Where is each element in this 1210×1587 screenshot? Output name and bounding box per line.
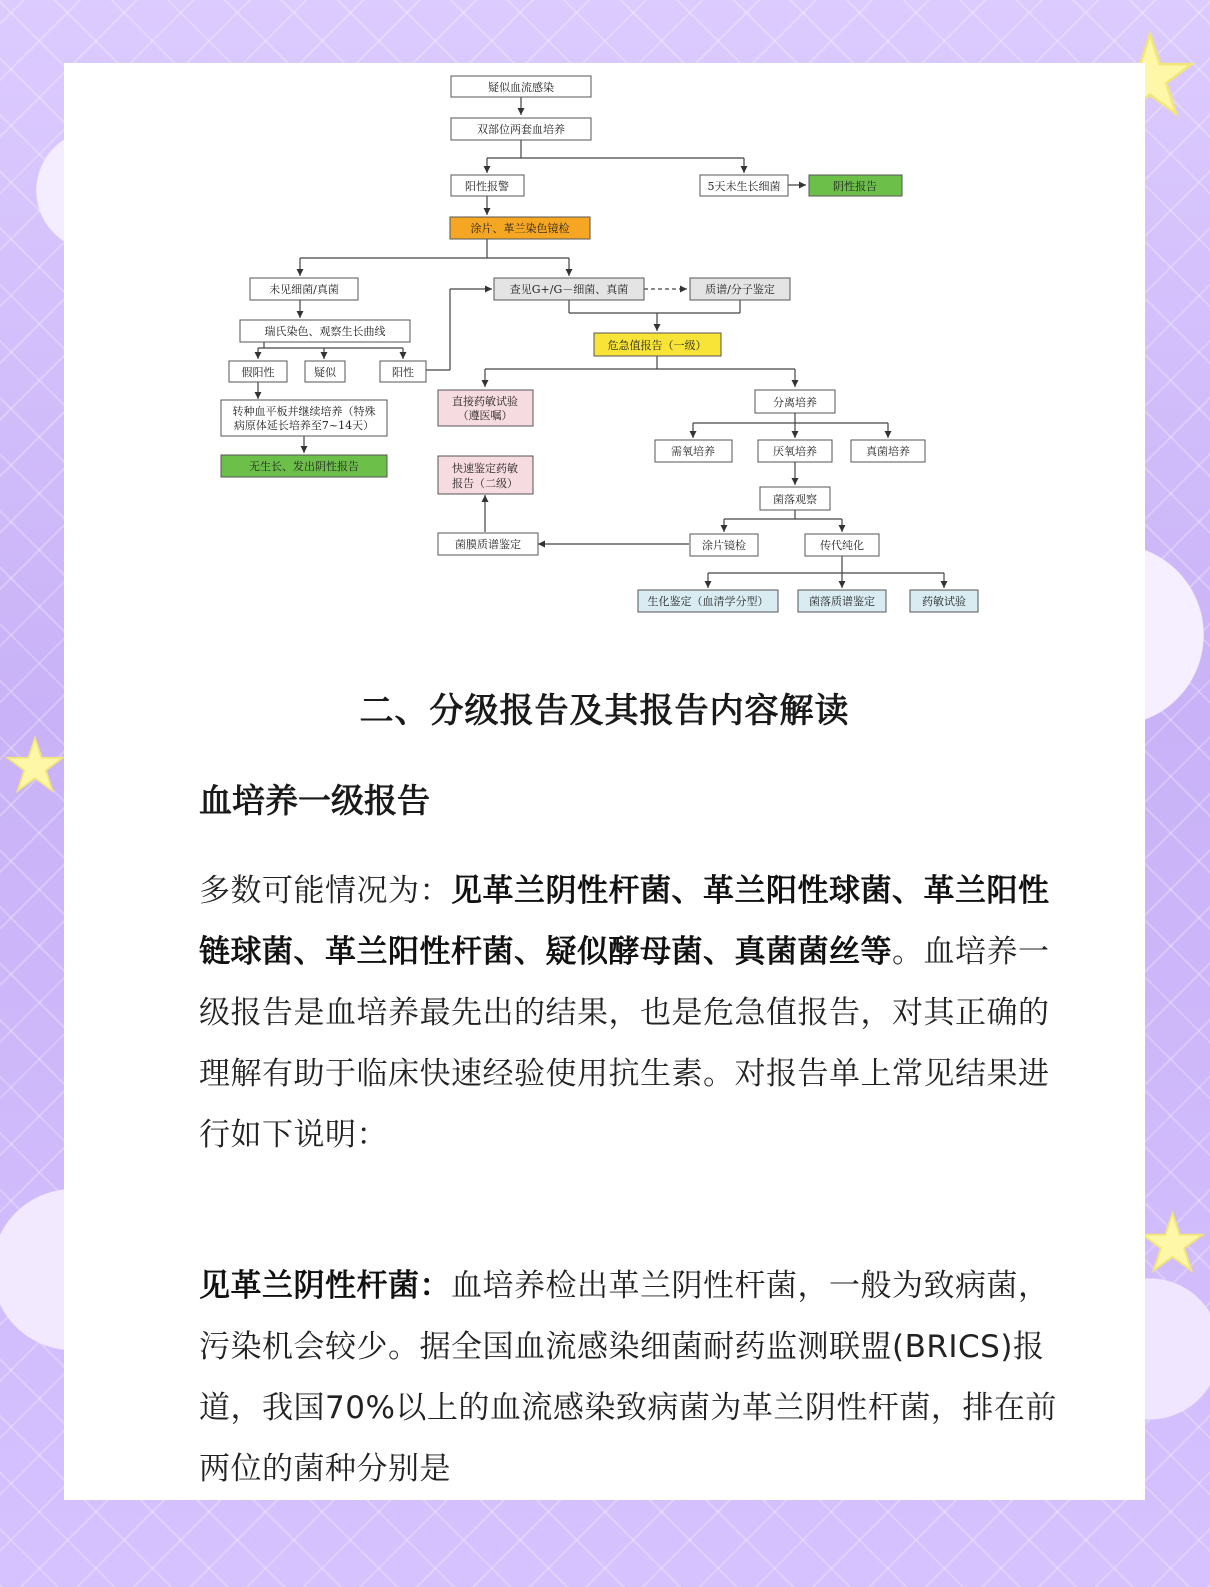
para1-bold: 见革兰阴性杆菌、革兰阳性球菌、革兰阳性链球菌、革兰阳性杆菌、疑似酵母菌、真菌菌丝等 <box>199 873 1050 970</box>
flow-node-24 <box>438 533 538 555</box>
svg-text:（遵医嘱）: （遵医嘱） <box>457 409 513 422</box>
svg-text:病原体延长培养至7~14天）: 病原体延长培养至7~14天） <box>233 419 375 432</box>
svg-text:真菌培养: 真菌培养 <box>866 445 910 458</box>
flow-node-23 <box>760 487 830 510</box>
flow-node-10 <box>240 320 410 342</box>
blood-culture-flowchart <box>64 63 1145 643</box>
flow-node-2 <box>451 118 591 140</box>
para1-lead: 多数可能情况为： <box>199 873 451 909</box>
svg-text:药敏试验: 药敏试验 <box>922 595 966 608</box>
svg-text:假阳性: 假阳性 <box>241 366 275 379</box>
svg-text:厌氧培养: 厌氧培养 <box>773 445 817 458</box>
svg-text:涂片、革兰染色镜检: 涂片、革兰染色镜检 <box>470 222 570 235</box>
svg-text:查见G+/G－细菌、真菌: 查见G+/G－细菌、真菌 <box>509 283 629 296</box>
paragraph-gram-negative <box>199 1256 1079 1500</box>
svg-text:危急值报告（一级）: 危急值报告（一级） <box>607 339 707 352</box>
flow-node-19 <box>758 440 832 462</box>
svg-text:无生长、发出阴性报告: 无生长、发出阴性报告 <box>249 460 359 473</box>
flow-node-29 <box>910 590 978 612</box>
svg-text:菌膜质谱鉴定: 菌膜质谱鉴定 <box>455 538 521 551</box>
svg-text:传代纯化: 传代纯化 <box>820 539 864 552</box>
para2-rest: 血培养检出革兰阴性杆菌，一般为致病菌，污染机会较少。据全国血流感染细菌耐药监测联盟(BRICS)报道，我国70%以上的血流感染致病菌为革兰阴性杆菌，排在前两位的菌种分别是 <box>199 1268 1057 1487</box>
svg-text:报告（二级）: 报告（二级） <box>452 477 518 490</box>
flow-node-22 <box>221 455 387 477</box>
flow-node-25 <box>690 534 758 556</box>
flow-node-26 <box>805 534 879 556</box>
flow-node-1 <box>451 76 591 97</box>
svg-text:未见细菌/真菌: 未见细菌/真菌 <box>269 283 339 296</box>
flow-node-28 <box>798 590 886 612</box>
flow-node-4 <box>700 175 788 196</box>
flow-node-9 <box>690 278 790 300</box>
subsection-title: 血培养一级报告 <box>199 781 430 820</box>
para1-rest: 。血培养一级报告是血培养最先出的结果，也是危急值报告，对其正确的理解有助于临床快速经验使用抗生素。对报告单上常见结果进行如下说明： <box>199 934 1050 1153</box>
flow-node-15 <box>438 390 533 426</box>
flow-node-8 <box>494 278 644 300</box>
section-title: 二、分级报告及其报告内容解读 <box>359 691 850 731</box>
flow-node-5 <box>809 175 902 196</box>
svg-text:分离培养: 分离培养 <box>773 396 817 409</box>
flow-node-16 <box>755 390 835 413</box>
svg-text:质谱/分子鉴定: 质谱/分子鉴定 <box>705 283 775 296</box>
svg-text:5天未生长细菌: 5天未生长细菌 <box>707 180 781 193</box>
flow-node-3 <box>451 175 524 196</box>
flow-node-7 <box>250 278 358 300</box>
svg-text:疑似: 疑似 <box>314 366 336 379</box>
svg-text:阴性报告: 阴性报告 <box>833 180 877 193</box>
flow-node-13 <box>305 361 345 382</box>
flow-node-20 <box>851 440 925 462</box>
flow-node-14 <box>380 361 426 382</box>
para2-bold: 见革兰阴性杆菌： <box>199 1268 451 1304</box>
paragraph-first-level-report <box>199 861 1079 1166</box>
svg-text:阳性: 阳性 <box>392 366 414 379</box>
flow-node-27 <box>638 590 778 612</box>
svg-text:阳性报警: 阳性报警 <box>465 180 509 193</box>
svg-text:直接药敏试验: 直接药敏试验 <box>452 395 518 408</box>
svg-text:菌落观察: 菌落观察 <box>773 493 817 506</box>
flow-node-17 <box>221 400 387 436</box>
flow-node-21 <box>438 456 533 494</box>
content-card <box>64 63 1145 1500</box>
svg-text:快速鉴定药敏: 快速鉴定药敏 <box>452 462 518 475</box>
flow-node-12 <box>229 361 287 382</box>
svg-text:菌落质谱鉴定: 菌落质谱鉴定 <box>809 595 875 608</box>
svg-text:需氧培养: 需氧培养 <box>671 445 715 458</box>
svg-text:瑞氏染色、观察生长曲线: 瑞氏染色、观察生长曲线 <box>264 325 386 338</box>
svg-text:生化鉴定（血清学分型）: 生化鉴定（血清学分型） <box>647 595 769 608</box>
svg-text:双部位两套血培养: 双部位两套血培养 <box>477 123 565 136</box>
flow-node-6 <box>450 217 590 239</box>
flow-node-18 <box>655 440 732 462</box>
svg-text:涂片镜检: 涂片镜检 <box>702 539 746 552</box>
svg-text:疑似血流感染: 疑似血流感染 <box>488 81 554 94</box>
svg-text:转种血平板并继续培养（特殊: 转种血平板并继续培养（特殊 <box>232 405 376 418</box>
flow-node-11 <box>594 333 721 356</box>
